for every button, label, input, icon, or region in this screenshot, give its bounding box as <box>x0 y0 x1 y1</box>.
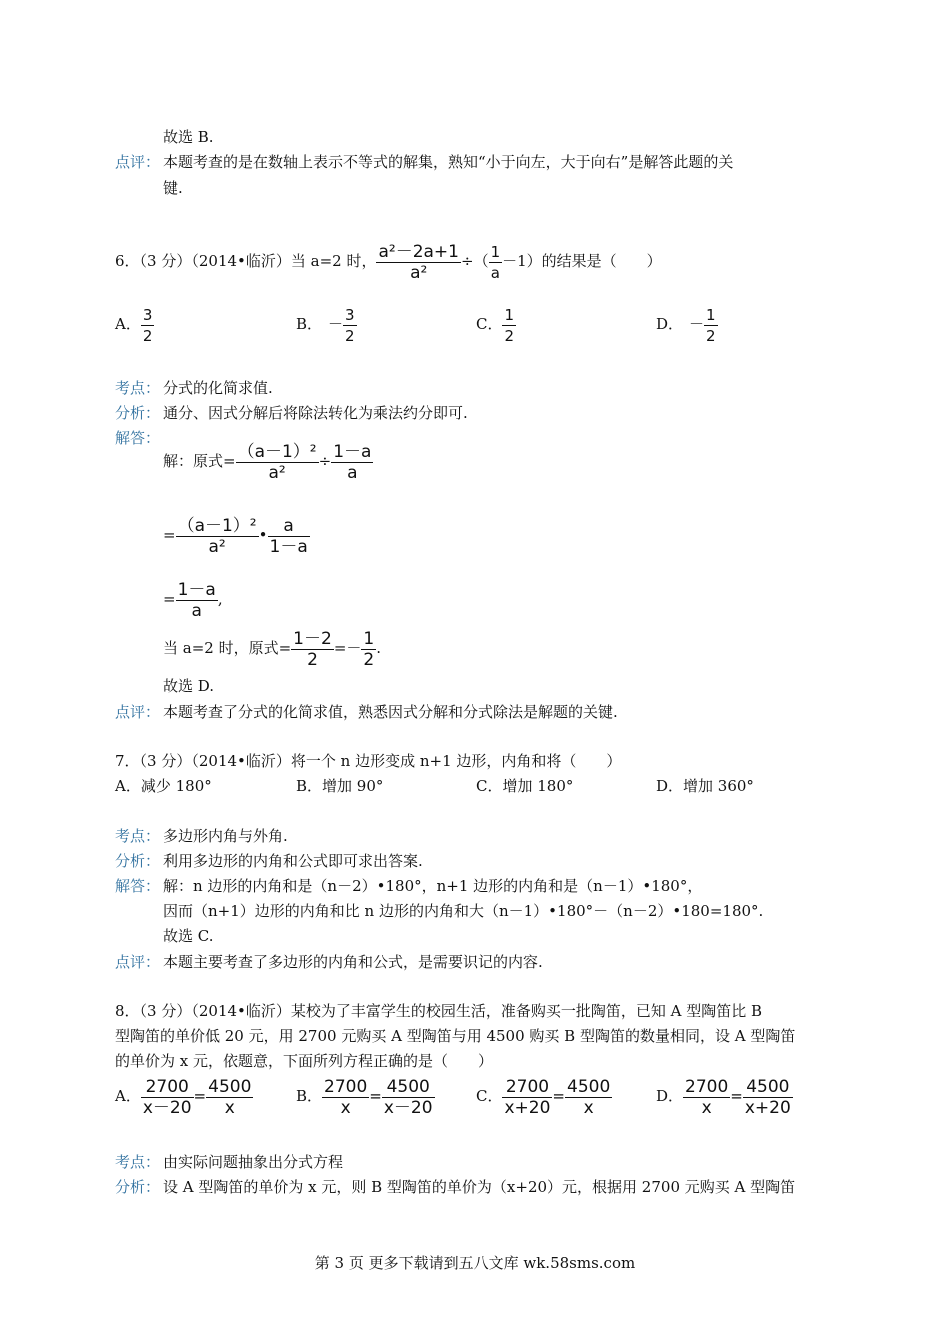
q8-fenxi-label: 分析： <box>115 1178 161 1196</box>
q6-option-d[interactable] <box>656 302 718 346</box>
step-prefix: 当 a=2 时，原式= <box>163 639 292 657</box>
option-letter: C． <box>476 777 503 795</box>
option-num: 4500 <box>208 1076 252 1097</box>
option-right-fraction <box>382 1077 435 1118</box>
q6-kaodian-label: 考点： <box>115 379 161 397</box>
option-num: 2700 <box>324 1076 368 1097</box>
option-den: 2 <box>142 326 153 345</box>
option-letter: A． <box>115 315 141 333</box>
q7-option-b[interactable] <box>296 776 383 796</box>
step-num: 1 <box>363 628 375 649</box>
step-num: （a－1）² <box>177 515 257 536</box>
option-fraction <box>704 305 718 346</box>
q7-kaodian: 多边形内角与外角. <box>163 827 288 845</box>
q7-solution-line2: 因而（n+1）边形的内角和比 n 边形的内角和大（n－1）•180°－（n－2）•180=180°. <box>163 902 764 920</box>
option-den: x－20 <box>383 1097 433 1118</box>
q6-step2 <box>163 512 310 558</box>
q7-comment: 本题主要考查了多边形的内角和公式，是需要识记的内容. <box>163 953 543 971</box>
option-den: 2 <box>504 326 515 345</box>
option-num: 1 <box>706 305 716 324</box>
q7-comment-label: 点评： <box>115 953 161 971</box>
q6-inner-fraction <box>489 242 503 283</box>
q5-comment-line1: 本题考查的是在数轴上表示不等式的解集，熟知“小于向左，大于向右”是解答此题的关 <box>163 153 734 171</box>
q7-option-d[interactable] <box>656 776 754 796</box>
q6-option-c[interactable] <box>476 302 516 346</box>
q6-kaodian: 分式的化简求值. <box>163 379 273 397</box>
option-den: x <box>583 1097 594 1118</box>
option-letter: B． <box>296 777 323 795</box>
option-letter: B． <box>296 315 323 333</box>
option-text: 增加 360° <box>683 777 754 795</box>
q6-stem-suffix: －1）的结果是（ ） <box>502 252 662 270</box>
step-num: a <box>268 516 310 537</box>
option-right-fraction <box>743 1077 793 1118</box>
step-den: a² <box>208 536 226 557</box>
step-num: （a－1）² <box>237 441 317 462</box>
step-den: 2 <box>307 649 318 670</box>
q7-option-c[interactable] <box>476 776 573 796</box>
option-den: x <box>340 1097 351 1118</box>
option-num: 4500 <box>382 1077 435 1098</box>
q7-fenxi-label: 分析： <box>115 852 161 870</box>
q6-stem <box>115 238 662 284</box>
step-fraction <box>176 516 259 557</box>
q5-comment-label: 点评： <box>115 153 161 171</box>
option-num: 4500 <box>567 1076 611 1097</box>
q8-option-a[interactable] <box>115 1074 253 1118</box>
option-text: 增加 180° <box>502 777 574 795</box>
q5-comment-line2: 键. <box>163 179 183 197</box>
q8-stem-line1: 8．（3 分）（2014•临沂）某校为了丰富学生的校园生活，准备购买一批陶笛，已知 A 型陶笛比 B <box>115 1002 763 1020</box>
step-den: a <box>191 600 202 621</box>
option-num: 2700 <box>502 1077 552 1098</box>
q6-option-b[interactable] <box>296 302 357 346</box>
option-letter: A． <box>115 777 141 795</box>
step-operator: • <box>258 526 268 544</box>
option-num: 3 <box>345 305 355 324</box>
option-num: 2700 <box>141 1077 194 1098</box>
option-num: 3 <box>142 305 153 324</box>
q6-step1 <box>163 438 373 484</box>
equals-sign: = <box>369 1087 382 1105</box>
q8-fenxi: 设 A 型陶笛的单价为 x 元，则 B 型陶笛的单价为（x+20）元，根据用 2700 元购买 A 型陶笛 <box>163 1178 796 1196</box>
step-num: 1－a <box>333 441 372 462</box>
option-letter: D． <box>656 1087 684 1105</box>
step-den: a <box>347 462 358 483</box>
q6-conclusion: 故选 D. <box>163 677 215 695</box>
q6-comment-label: 点评： <box>115 703 161 721</box>
option-sign: － <box>689 315 705 333</box>
q6-comment: 本题考查了分式的化简求值，熟悉因式分解和分式除法是解题的关键. <box>163 703 618 721</box>
option-text: 增加 90° <box>322 777 384 795</box>
option-left-fraction <box>683 1077 730 1118</box>
step-suffix: . <box>376 639 381 657</box>
q5-conclusion: 故选 B. <box>163 128 214 146</box>
step-num: 1－2 <box>293 628 332 649</box>
q6-inner-den: a <box>490 263 500 282</box>
q6-stem-divide: ÷（ <box>461 252 489 270</box>
option-letter: B． <box>296 1087 323 1105</box>
step-fraction <box>291 629 334 670</box>
option-letter: C． <box>476 1087 503 1105</box>
option-den: x－20 <box>142 1097 192 1118</box>
equals-sign: = <box>730 1087 743 1105</box>
option-fraction <box>343 305 357 346</box>
step-num: 1－a <box>177 579 216 600</box>
option-den: 2 <box>706 326 716 345</box>
step-prefix: = <box>163 590 176 608</box>
option-letter: C． <box>476 315 503 333</box>
q6-inner-num: 1 <box>490 242 501 261</box>
q8-option-b[interactable] <box>296 1074 435 1118</box>
q6-option-a[interactable] <box>115 302 154 346</box>
step-prefix: = <box>163 526 176 544</box>
q7-fenxi: 利用多边形的内角和公式即可求出答案. <box>163 852 423 870</box>
q6-step4 <box>163 625 381 671</box>
option-letter: A． <box>115 1087 141 1105</box>
option-num: 1 <box>504 305 515 324</box>
option-left-fraction <box>141 1077 194 1118</box>
q6-expr-fraction <box>376 242 461 283</box>
step-den: 1－a <box>269 536 308 557</box>
q7-conclusion: 故选 C. <box>163 927 214 945</box>
option-right-fraction <box>565 1077 612 1118</box>
q6-fenxi-label: 分析： <box>115 404 161 422</box>
option-text: 减少 180° <box>140 777 212 795</box>
step-suffix: , <box>217 590 223 608</box>
step-den: a² <box>268 462 286 483</box>
option-sign: － <box>328 315 344 333</box>
q6-expr-num: a²－2a+1 <box>378 241 459 262</box>
equals-sign: = <box>193 1087 207 1105</box>
q8-option-c[interactable] <box>476 1074 612 1118</box>
option-den: x <box>224 1097 235 1118</box>
option-letter: D． <box>656 315 684 333</box>
option-letter: D． <box>656 777 684 795</box>
step-fraction <box>268 516 310 557</box>
option-num: 4500 <box>743 1077 793 1098</box>
step-prefix: 解：原式= <box>163 452 236 470</box>
option-left-fraction <box>502 1077 552 1118</box>
option-num: 2700 <box>685 1076 729 1097</box>
step-fraction <box>331 442 373 483</box>
step-fraction <box>236 442 319 483</box>
option-fraction <box>141 305 155 346</box>
q7-kaodian-label: 考点： <box>115 827 161 845</box>
q6-fenxi: 通分、因式分解后将除法转化为乘法约分即可. <box>163 404 468 422</box>
q8-stem-line3: 的单价为 x 元，依题意，下面所列方程正确的是（ ） <box>115 1052 493 1070</box>
option-right-fraction <box>206 1077 253 1118</box>
q8-kaodian: 由实际问题抽象出分式方程 <box>163 1153 344 1171</box>
option-den: 2 <box>345 326 355 345</box>
q8-stem-line2: 型陶笛的单价低 20 元，用 2700 元购买 A 型陶笛与用 4500 购买 B 型陶笛的数量相同，设 A 型陶笛 <box>115 1027 796 1045</box>
step-operator: ÷ <box>318 452 332 470</box>
step-fraction <box>176 580 218 621</box>
step-fraction <box>361 629 376 670</box>
step-den: 2 <box>363 649 375 670</box>
option-den: x+20 <box>744 1097 791 1118</box>
option-fraction <box>502 305 516 346</box>
q8-kaodian-label: 考点： <box>115 1153 161 1171</box>
option-den: x+20 <box>504 1097 551 1118</box>
q7-option-a[interactable] <box>115 776 212 796</box>
option-left-fraction <box>322 1077 369 1118</box>
q7-solution-line1: 解：n 边形的内角和是（n－2）•180°，n+1 边形的内角和是（n－1）•180°， <box>163 877 703 895</box>
q6-step3 <box>163 576 223 622</box>
q6-expr-den: a² <box>410 262 428 283</box>
step-operator: =－ <box>333 639 362 657</box>
q6-jieda-label: 解答： <box>115 429 161 447</box>
q7-stem: 7．（3 分）（2014•临沂）将一个 n 边形变成 n+1 边形，内角和将（ ） <box>115 752 622 770</box>
q6-stem-prefix: 6．（3 分）（2014•临沂）当 a=2 时， <box>115 252 377 270</box>
page-footer: 第 3 页 更多下载请到五八文库 wk.58sms.com <box>314 1254 636 1272</box>
q8-option-d[interactable] <box>656 1074 793 1118</box>
q7-jieda-label: 解答： <box>115 877 161 895</box>
option-den: x <box>701 1097 712 1118</box>
equals-sign: = <box>552 1087 565 1105</box>
